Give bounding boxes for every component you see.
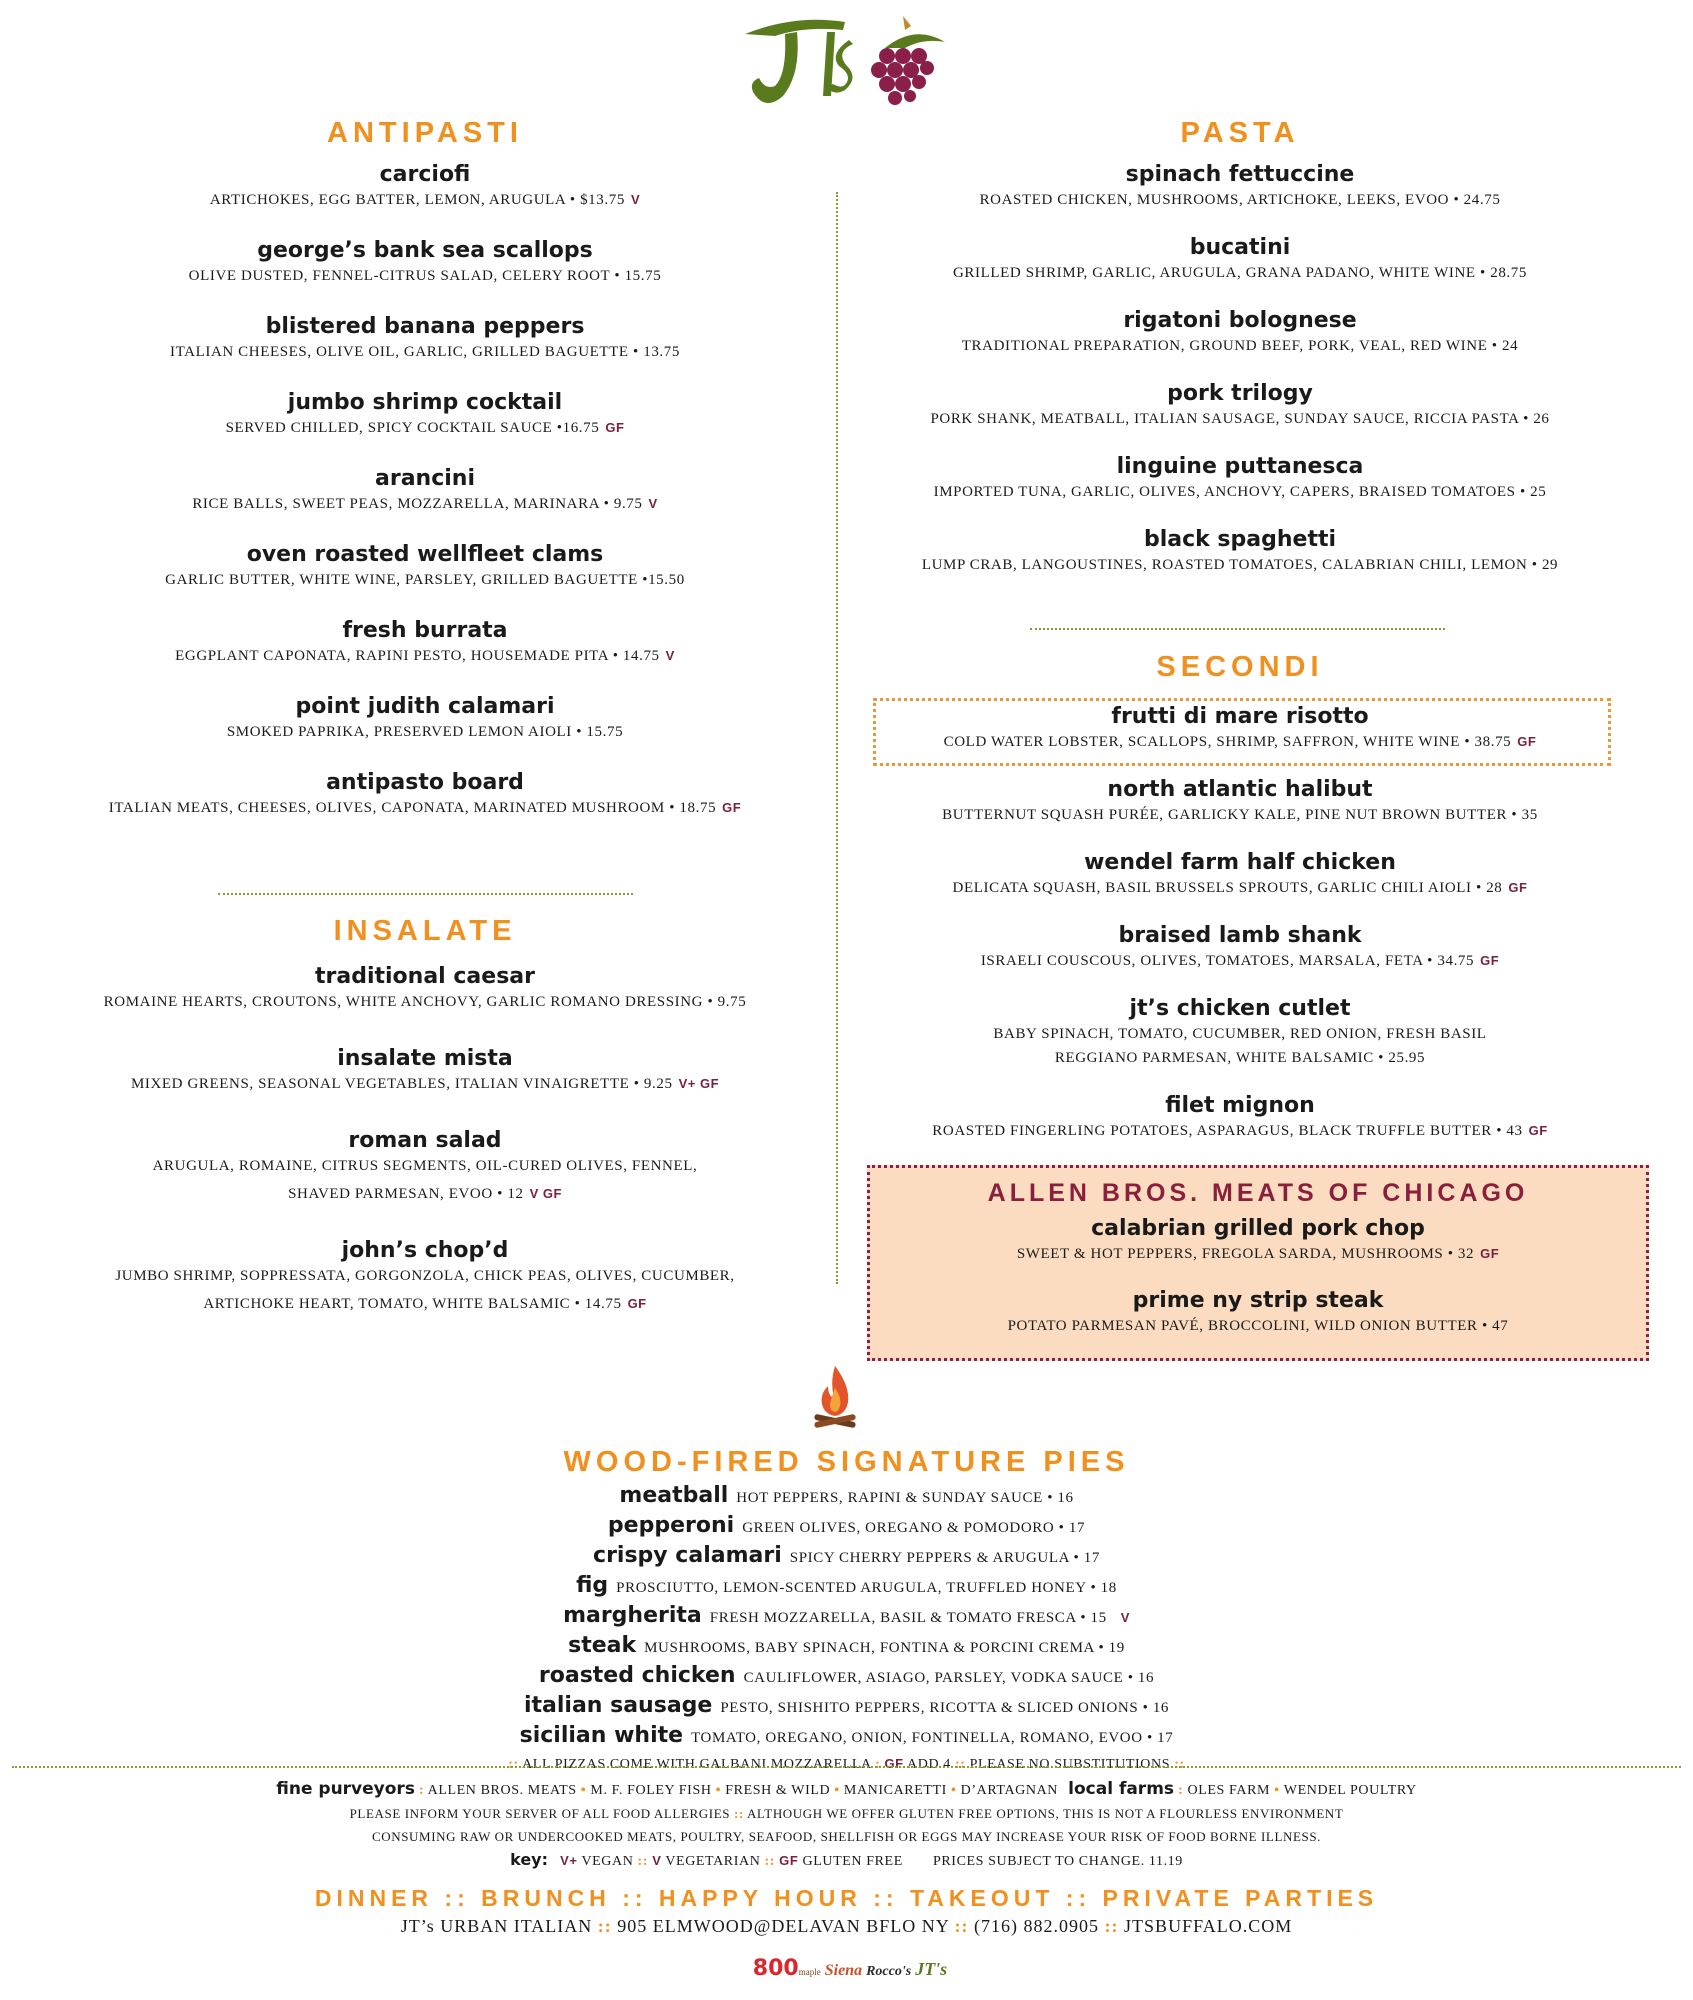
menu-item <box>30 1116 820 1226</box>
antipasti-list <box>30 154 820 838</box>
purveyors-label: fine purveyors <box>276 1779 415 1799</box>
menu-item <box>30 306 820 382</box>
item-name: frutti di mare risotto <box>1111 704 1369 729</box>
item-description <box>845 407 1635 431</box>
pie-description: TOMATO, OREGANO, ONION, FONTINELLA, ROMANO, EVOO • 17 <box>691 1730 1174 1746</box>
item-description <box>870 1242 1646 1266</box>
item-desc-text: OLIVE DUSTED, FENNEL-CITRUS SALAD, CELERY ROOT • 15.75 <box>188 268 662 284</box>
item-desc-text: ROMAINE HEARTS, CROUTONS, WHITE ANCHOVY, GARLIC ROMANO DRESSING • 9.75 <box>103 994 747 1010</box>
item-name: north atlantic halibut <box>1107 777 1373 802</box>
pasta-section <box>845 112 1635 592</box>
item-description <box>30 188 820 212</box>
diet-tag: GF <box>627 1296 647 1311</box>
item-desc-text: BUTTERNUT SQUASH PURÉE, GARLICKY KALE, PINE NUT BROWN BUTTER • 35 <box>942 807 1538 823</box>
antipasti-title: ANTIPASTI <box>327 117 523 149</box>
service-brunch: BRUNCH <box>481 1885 611 1911</box>
item-description <box>845 334 1635 358</box>
brand-siena: Siena <box>824 1962 863 1979</box>
pie-description: PESTO, SHISHITO PEPPERS, RICOTTA & SLICED ONIONS • 16 <box>720 1700 1170 1716</box>
menu-item <box>845 227 1635 300</box>
menu-item <box>845 846 1635 919</box>
secondi-list <box>845 700 1635 1163</box>
item-desc-text-2: SHAVED PARMESAN, EVOO • 12 <box>288 1186 524 1202</box>
website-link[interactable]: JTSBUFFALO.COM <box>1124 1916 1293 1936</box>
item-name: oven roasted wellfleet clams <box>246 542 604 567</box>
column-divider <box>836 192 838 1284</box>
menu-item <box>30 686 820 762</box>
menu-item <box>845 700 1635 773</box>
secondi-title: SECONDI <box>1156 651 1324 683</box>
address-line: JT’s URBAN ITALIAN :: 905 ELMWOOD@DELAVAN BFLO NY :: (716) 882.0905 :: JTSBUFFALO.COM <box>400 1916 1293 1936</box>
pies-list <box>300 1482 1393 1752</box>
item-desc-text: EGGPLANT CAPONATA, RAPINI PESTO, HOUSEMADE PITA • 14.75 <box>175 648 660 664</box>
menu-item <box>30 458 820 534</box>
item-desc-text: SERVED CHILLED, SPICY COCKTAIL SAUCE •16.75 <box>225 420 600 436</box>
item-description <box>845 803 1635 827</box>
menu-item <box>30 230 820 306</box>
item-desc-text: ITALIAN CHEESES, OLIVE OIL, GARLIC, GRILLED BAGUETTE • 13.75 <box>170 344 680 360</box>
item-description <box>30 990 820 1014</box>
item-name: wendel farm half chicken <box>1084 850 1396 875</box>
diet-tag: V <box>630 192 641 207</box>
pie-description: MUSHROOMS, BABY SPINACH, FONTINA & PORCINI CREMA • 19 <box>644 1640 1125 1656</box>
diet-tag: GF <box>1480 953 1500 968</box>
allergy-line: PLEASE INFORM YOUR SERVER OF ALL FOOD ALLERGIES :: ALTHOUGH WE OFFER GLUTEN FREE OPTIONS, THIS IS NOT A FLOURLESS ENVIRONMENT <box>349 1806 1344 1821</box>
menu-item <box>870 1210 1646 1282</box>
item-description <box>30 492 820 516</box>
item-desc-text: COLD WATER LOBSTER, SCALLOPS, SHRIMP, SAFFRON, WHITE WINE • 38.75 <box>943 734 1512 750</box>
item-description <box>30 416 820 440</box>
menu-item <box>845 300 1635 373</box>
diet-tag: GF <box>1480 1246 1500 1261</box>
pie-description: GREEN OLIVES, OREGANO & POMODORO • 17 <box>742 1520 1086 1536</box>
item-name: point judith calamari <box>295 694 555 719</box>
service-takeout: TAKEOUT <box>909 1885 1055 1911</box>
service-private-parties: PRIVATE PARTIES <box>1102 1885 1379 1911</box>
sister-restaurants-logos <box>740 1956 960 1994</box>
menu-item <box>845 373 1635 446</box>
pie-item <box>300 1692 1393 1722</box>
item-description <box>30 1154 820 1178</box>
brand-roccos: Rocco's <box>866 1964 912 1979</box>
menu-item <box>845 773 1635 846</box>
item-name: arancini <box>375 466 475 491</box>
item-name: george’s bank sea scallops <box>257 238 593 263</box>
key-line: key: V+ VEGAN :: V VEGETARIAN :: GF GLUTEN FREE PRICES SUBJECT TO CHANGE. 11.19 <box>510 1850 1183 1869</box>
pie-item <box>300 1662 1393 1692</box>
brand-maple: maple <box>798 1967 821 1977</box>
menu-item <box>845 992 1635 1089</box>
item-description <box>845 188 1635 212</box>
item-description-2 <box>30 1182 820 1206</box>
item-desc-text: RICE BALLS, SWEET PEAS, MOZZARELLA, MARINARA • 9.75 <box>192 496 643 512</box>
pasta-title: PASTA <box>1180 117 1300 149</box>
item-desc-text: ARUGULA, ROMAINE, CITRUS SEGMENTS, OIL-CURED OLIVES, FENNEL, <box>152 1158 698 1174</box>
diet-tag: V+ GF <box>678 1076 720 1091</box>
brand-800: 800 <box>752 1956 799 1981</box>
item-name: carciofi <box>379 162 471 187</box>
insalate-list <box>30 952 820 1336</box>
item-description <box>845 553 1635 577</box>
item-description <box>30 1264 820 1288</box>
item-desc-text: ITALIAN MEATS, CHEESES, OLIVES, CAPONATA, MARINATED MUSHROOM • 18.75 <box>108 800 717 816</box>
diet-tag: GF <box>1508 880 1528 895</box>
pie-description: SPICY CHERRY PEPPERS & ARUGULA • 17 <box>789 1550 1100 1566</box>
pie-name: meatball <box>619 1483 729 1508</box>
pie-description: PROSCIUTTO, LEMON-SCENTED ARUGULA, TRUFFLED HONEY • 18 <box>616 1580 1117 1596</box>
secondi-section <box>845 646 1635 688</box>
pie-name: sicilian white <box>519 1723 684 1748</box>
menu-item <box>845 1089 1635 1163</box>
item-description <box>845 1119 1635 1143</box>
item-name: john’s chop’d <box>341 1238 509 1263</box>
item-desc-text: GRILLED SHRIMP, GARLIC, ARUGULA, GRANA PADANO, WHITE WINE • 28.75 <box>953 265 1527 281</box>
footer <box>0 1778 1693 1981</box>
item-desc-text: BABY SPINACH, TOMATO, CUCUMBER, RED ONION, FRESH BASIL <box>993 1026 1487 1042</box>
pie-item <box>300 1572 1393 1602</box>
pie-name: crispy calamari <box>593 1543 782 1568</box>
item-desc-text: POTATO PARMESAN PAVÉ, BROCCOLINI, WILD ONION BUTTER • 47 <box>1007 1318 1509 1334</box>
item-description <box>30 1072 820 1096</box>
item-name: antipasto board <box>326 770 524 795</box>
service-happy-hour: HAPPY HOUR <box>658 1885 862 1911</box>
item-description <box>845 261 1635 285</box>
item-description <box>30 264 820 288</box>
grapes-logo-icon <box>735 4 965 116</box>
item-name: jumbo shrimp cocktail <box>287 390 563 415</box>
pie-name: pepperoni <box>607 1513 735 1538</box>
item-desc-text: PORK SHANK, MEATBALL, ITALIAN SAUSAGE, SUNDAY SAUCE, RICCIA PASTA • 26 <box>930 411 1550 427</box>
diet-tag: GF <box>605 420 625 435</box>
item-desc-text: MIXED GREENS, SEASONAL VEGETABLES, ITALIAN VINAIGRETTE • 9.25 <box>130 1076 673 1092</box>
pizza-note: :: ALL PIZZAS COME WITH GALBANI MOZZARELLA : GF ADD 4 :: PLEASE NO SUBSTITUTIONS :: <box>508 1756 1185 1772</box>
allen-bros-box <box>867 1165 1649 1361</box>
pie-description: CAULIFLOWER, ASIAGO, PARSLEY, VODKA SAUCE • 16 <box>743 1670 1155 1686</box>
item-description <box>845 480 1635 504</box>
item-desc-text: IMPORTED TUNA, GARLIC, OLIVES, ANCHOVY, CAPERS, BRAISED TOMATOES • 25 <box>933 484 1547 500</box>
item-name: filet mignon <box>1165 1093 1315 1118</box>
fire-icon <box>810 1364 860 1436</box>
brand-jts: JT's <box>915 1959 948 1979</box>
item-name: pork trilogy <box>1167 381 1313 406</box>
item-desc-text: ISRAELI COUSCOUS, OLIVES, TOMATOES, MARSALA, FETA • 34.75 <box>980 953 1475 969</box>
item-name: spinach fettuccine <box>1125 162 1355 187</box>
footer-divider <box>12 1766 1681 1768</box>
item-description <box>845 876 1635 900</box>
pie-item <box>300 1722 1393 1752</box>
item-description-2 <box>845 1046 1635 1070</box>
pie-description: FRESH MOZZARELLA, BASIL & TOMATO FRESCA • 15 <box>709 1610 1107 1626</box>
item-name: calabrian grilled pork chop <box>1091 1216 1425 1241</box>
item-desc-text: LUMP CRAB, LANGOUSTINES, ROASTED TOMATOES, CALABRIAN CHILI, LEMON • 29 <box>921 557 1559 573</box>
item-desc-text: SMOKED PAPRIKA, PRESERVED LEMON AIOLI • 15.75 <box>226 724 624 740</box>
item-description-2 <box>30 1292 820 1316</box>
pie-item <box>300 1602 1393 1632</box>
diet-tag: V GF <box>529 1186 562 1201</box>
purveyors-line: fine purveyors : ALLEN BROS. MEATS • M. F. FOLEY FISH • FRESH & WILD • MANICARETTI • D’ARTAGNAN local farms : OLES FARM • WENDEL POULTRY <box>276 1779 1417 1799</box>
item-description <box>845 949 1635 973</box>
diet-tag: V <box>648 496 658 511</box>
menu-item <box>30 952 820 1034</box>
item-name: rigatoni bolognese <box>1123 308 1357 333</box>
item-description <box>30 340 820 364</box>
menu-item <box>30 610 820 686</box>
diet-tag: GF <box>1517 734 1537 749</box>
item-desc-text: TRADITIONAL PREPARATION, GROUND BEEF, PORK, VEAL, RED WINE • 24 <box>961 338 1519 354</box>
item-description <box>845 730 1635 754</box>
service-dinner: DINNER <box>314 1885 434 1911</box>
pies-section <box>300 1442 1393 1777</box>
pie-name: italian sausage <box>523 1693 713 1718</box>
item-description <box>845 1022 1635 1046</box>
left-column <box>30 112 820 838</box>
allen-list <box>870 1210 1646 1354</box>
diet-tag: GF <box>1528 1123 1548 1138</box>
menu-item <box>30 1226 820 1336</box>
secondi-items <box>845 700 1635 1163</box>
item-name: blistered banana peppers <box>265 314 585 339</box>
pie-item <box>300 1632 1393 1662</box>
pasta-list <box>845 154 1635 592</box>
item-description <box>870 1314 1646 1338</box>
pie-name: margherita <box>563 1603 702 1628</box>
services-line: DINNER :: BRUNCH :: HAPPY HOUR :: TAKEOUT :: PRIVATE PARTIES <box>314 1885 1379 1911</box>
item-name: insalate mista <box>337 1046 513 1071</box>
item-desc-text-2: REGGIANO PARMESAN, WHITE BALSAMIC • 25.95 <box>1054 1050 1426 1066</box>
diet-tag: V <box>665 648 675 663</box>
item-description <box>30 568 820 592</box>
pie-name: fig <box>576 1573 609 1598</box>
menu-item <box>845 154 1635 227</box>
item-desc-text: ARTICHOKES, EGG BATTER, LEMON, ARUGULA • $13.75 <box>209 192 625 208</box>
menu-item <box>845 519 1635 592</box>
item-name: linguine puttanesca <box>1116 454 1364 479</box>
item-name: prime ny strip steak <box>1132 1288 1384 1313</box>
diet-tag: GF <box>722 800 742 815</box>
item-name: traditional caesar <box>315 964 535 989</box>
pie-item <box>300 1542 1393 1572</box>
menu-item <box>30 1034 820 1116</box>
item-desc-text: ROASTED CHICKEN, MUSHROOMS, ARTICHOKE, LEEKS, EVOO • 24.75 <box>979 192 1501 208</box>
divider-pasta-secondi <box>1030 628 1445 630</box>
item-description <box>30 644 820 668</box>
menu-item <box>870 1282 1646 1354</box>
farms-label: local farms <box>1068 1779 1175 1799</box>
menu-item <box>30 154 820 230</box>
jts-logo <box>735 4 965 116</box>
item-description <box>30 796 820 820</box>
item-desc-text: DELICATA SQUASH, BASIL BRUSSELS SPROUTS, GARLIC CHILI AIOLI • 28 <box>952 880 1503 896</box>
divider-antipasti-insalate <box>218 893 633 895</box>
item-description <box>30 720 820 744</box>
menu-item <box>30 534 820 610</box>
menu-item <box>30 382 820 458</box>
item-name: black spaghetti <box>1143 527 1337 552</box>
item-desc-text: GARLIC BUTTER, WHITE WINE, PARSLEY, GRILLED BAGUETTE •15.50 <box>165 572 685 588</box>
menu-item <box>845 919 1635 992</box>
pie-description: HOT PEPPERS, RAPINI & SUNDAY SAUCE • 16 <box>736 1490 1074 1506</box>
item-desc-text-2: ARTICHOKE HEART, TOMATO, WHITE BALSAMIC • 14.75 <box>203 1296 622 1312</box>
pies-title: WOOD-FIRED SIGNATURE PIES <box>563 1446 1130 1478</box>
raw-warning-line: CONSUMING RAW OR UNDERCOOKED MEATS, POULTRY, SEAFOOD, SHELLFISH OR EGGS MAY INCREASE YOUR RISK OF FOOD BORNE ILLNESS. <box>371 1829 1322 1844</box>
item-desc-text: ROASTED FINGERLING POTATOES, ASPARAGUS, BLACK TRUFFLE BUTTER • 43 <box>932 1123 1523 1139</box>
insalate-title: INSALATE <box>333 915 517 947</box>
item-name: fresh burrata <box>342 618 508 643</box>
item-name: bucatini <box>1189 235 1291 260</box>
menu-item <box>845 446 1635 519</box>
item-name: jt’s chicken cutlet <box>1129 996 1351 1021</box>
pie-name: steak <box>568 1633 637 1658</box>
menu-item <box>30 762 820 838</box>
item-desc-text: SWEET & HOT PEPPERS, FREGOLA SARDA, MUSHROOMS • 32 <box>1016 1246 1475 1262</box>
pie-item <box>300 1512 1393 1542</box>
item-desc-text: JUMBO SHRIMP, SOPPRESSATA, GORGONZOLA, CHICK PEAS, OLIVES, CUCUMBER, <box>115 1268 735 1284</box>
item-name: braised lamb shank <box>1118 923 1362 948</box>
pie-name: roasted chicken <box>538 1663 736 1688</box>
allen-bros-title: ALLEN BROS. MEATS OF CHICAGO <box>987 1179 1529 1207</box>
item-name: roman salad <box>348 1128 502 1153</box>
insalate-section <box>30 910 820 1336</box>
diet-tag: V <box>1120 1610 1130 1625</box>
pie-item <box>300 1482 1393 1512</box>
